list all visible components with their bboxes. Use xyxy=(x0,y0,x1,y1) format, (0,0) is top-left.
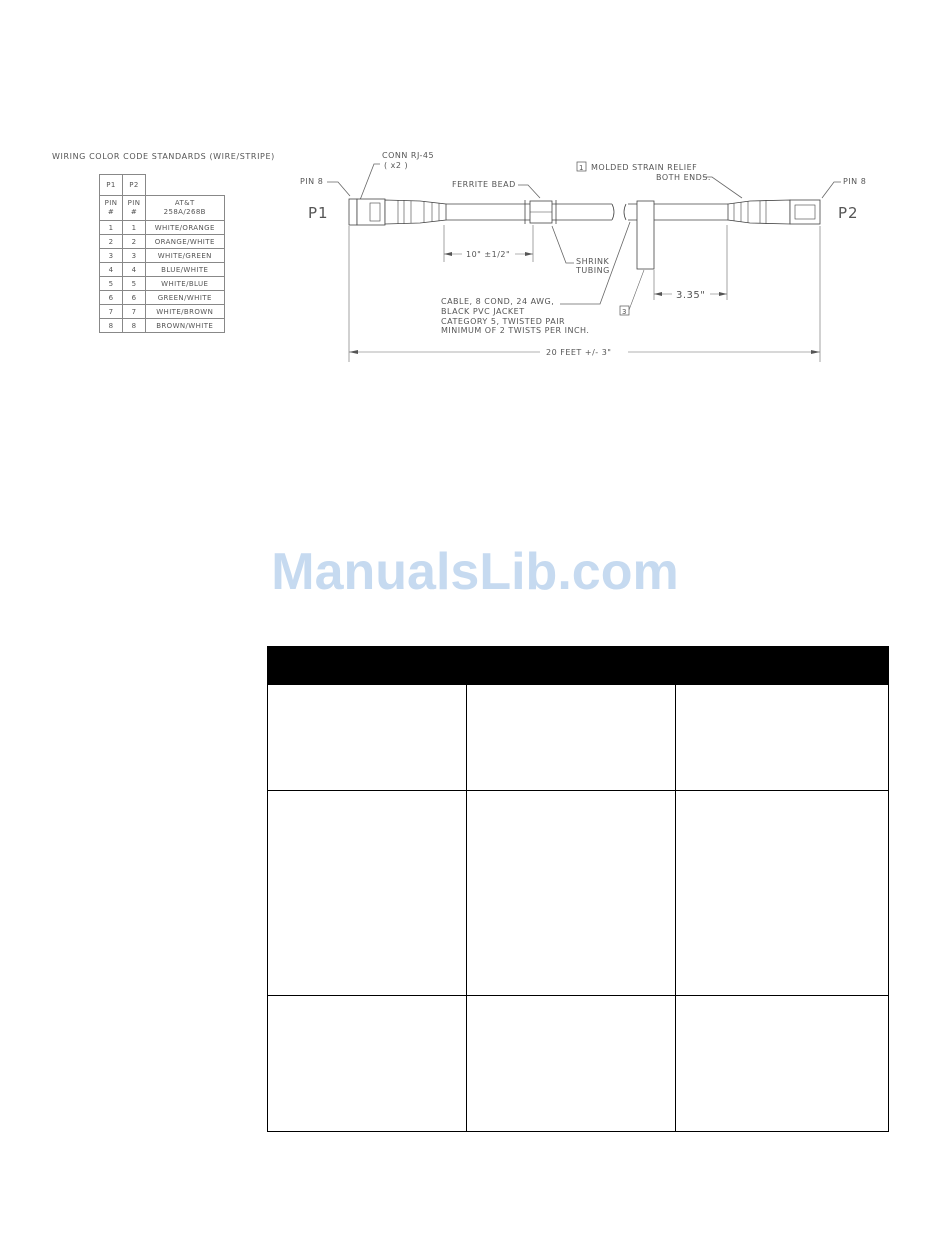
wiring-cell-color: BROWN/WHITE xyxy=(146,319,225,333)
wiring-standards-title: WIRING COLOR CODE STANDARDS (WIRE/STRIPE) xyxy=(52,152,275,161)
wiring-cell-p1: 4 xyxy=(100,263,123,277)
wiring-cell-p1: 8 xyxy=(100,319,123,333)
ferrite-bead xyxy=(525,200,556,224)
conn-label-2: ( x2 ) xyxy=(384,161,409,170)
cable-spec-1: CABLE, 8 COND, 24 AWG, xyxy=(441,297,555,306)
cable-spec-4: MINIMUM OF 2 TWISTS PER INCH. xyxy=(441,326,590,335)
cable-label-flag xyxy=(637,201,654,269)
cable-spec-3: CATEGORY 5, TWISTED PAIR xyxy=(441,317,566,326)
cable-assembly-drawing xyxy=(0,0,950,380)
conn-label-1: CONN RJ-45 xyxy=(382,151,435,160)
wiring-cell-p1: 1 xyxy=(100,221,123,235)
cable-spec-2: BLACK PVC JACKET xyxy=(441,307,525,316)
ferrite-dimension: 10" ±1/2" xyxy=(466,250,511,259)
col-divider xyxy=(675,685,676,1131)
wiring-cell-p2: 3 xyxy=(123,249,146,263)
wiring-cell-p2: 7 xyxy=(123,305,146,319)
note-1-marker: 1 xyxy=(579,164,584,172)
wiring-cell-p2: 5 xyxy=(123,277,146,291)
col-p1: P1 xyxy=(100,175,123,196)
wiring-cell-p1: 7 xyxy=(100,305,123,319)
p2-label: P2 xyxy=(838,204,859,222)
wiring-cell-p2: 2 xyxy=(123,235,146,249)
note-3-marker: 3 xyxy=(622,308,627,316)
pin-header-p1: PIN # xyxy=(100,196,123,221)
wiring-cell-p2: 4 xyxy=(123,263,146,277)
wiring-cell-color: WHITE/BROWN xyxy=(146,305,225,319)
shrink-label-1: SHRINK xyxy=(576,257,610,266)
wiring-cell-color: WHITE/ORANGE xyxy=(146,221,225,235)
wiring-cell-p2: 6 xyxy=(123,291,146,305)
strain-relief-label-2: BOTH ENDS. xyxy=(656,173,711,182)
shrink-label-2: TUBING xyxy=(576,266,610,275)
wiring-cell-p2: 8 xyxy=(123,319,146,333)
right-connector xyxy=(728,200,820,224)
wiring-cell-p2: 1 xyxy=(123,221,146,235)
ferrite-bead-label: FERRITE BEAD xyxy=(452,180,516,189)
wiring-cell-p1: 2 xyxy=(100,235,123,249)
wiring-cell-color: WHITE/BLUE xyxy=(146,277,225,291)
wiring-cell-p1: 5 xyxy=(100,277,123,291)
wiring-cell-color: GREEN/WHITE xyxy=(146,291,225,305)
row-divider xyxy=(268,790,888,791)
spec-table xyxy=(267,646,889,1132)
wiring-cell-p1: 6 xyxy=(100,291,123,305)
row-divider xyxy=(268,995,888,996)
label-dimension: 3.35" xyxy=(676,290,706,301)
wiring-cell-color: WHITE/GREEN xyxy=(146,249,225,263)
col-divider xyxy=(466,685,467,1131)
wiring-cell-color: ORANGE/WHITE xyxy=(146,235,225,249)
left-connector xyxy=(349,199,446,225)
p1-label: P1 xyxy=(308,204,329,222)
overall-length-dimension: 20 FEET +/- 3" xyxy=(546,348,612,357)
watermark: ManualsLib.com xyxy=(271,543,679,601)
pin8-right-label: PIN 8 xyxy=(843,177,867,186)
strain-relief-label-1: MOLDED STRAIN RELIEF xyxy=(591,163,698,172)
col-p2: P2 xyxy=(123,175,146,196)
pin8-left-label: PIN 8 xyxy=(300,177,324,186)
wiring-cell-p1: 3 xyxy=(100,249,123,263)
standard-header: AT&T 258A/268B xyxy=(146,196,225,221)
spec-table-header xyxy=(268,647,888,685)
wiring-cell-color: BLUE/WHITE xyxy=(146,263,225,277)
pin-header-p2: PIN # xyxy=(123,196,146,221)
